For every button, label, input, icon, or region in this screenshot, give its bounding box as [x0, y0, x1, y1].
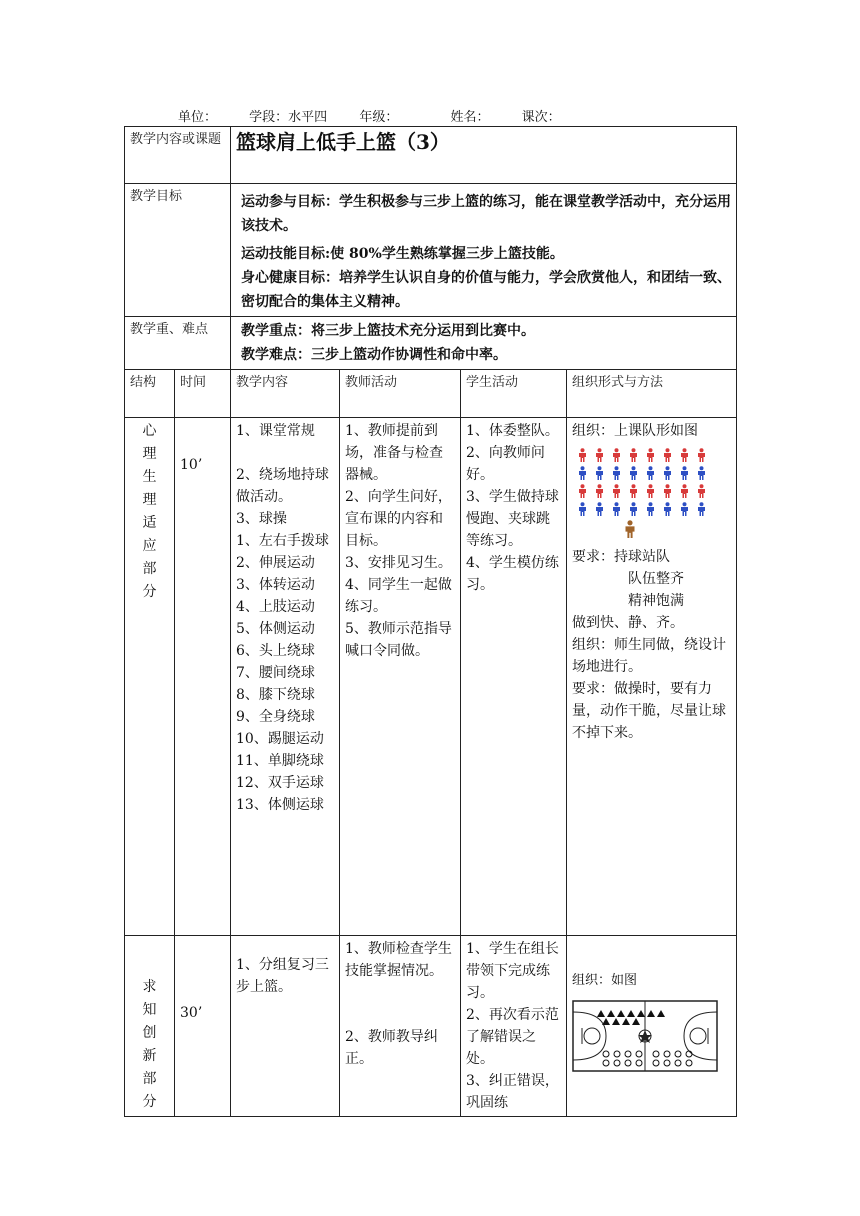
- structure-char: 部: [142, 1071, 157, 1087]
- key-point: 教学重点：将三步上篮技术充分运用到比赛中。: [241, 323, 536, 339]
- goals-cell: [231, 184, 737, 317]
- content-item: 2、伸展运动: [236, 555, 315, 571]
- org-title: 组织：如图: [572, 973, 638, 988]
- student-figure-icon: [574, 466, 591, 480]
- student-figure-icon: [659, 502, 676, 516]
- req-item: 队伍整齐: [628, 571, 685, 587]
- student-figure-icon: [642, 484, 659, 498]
- student-figure-icon: [591, 502, 608, 516]
- section2-student: [461, 936, 567, 1117]
- student-figure-icon: [642, 502, 659, 516]
- student-activity: 1、学生在组长带领下完成练习。: [466, 941, 559, 1001]
- student-figure-icon: [676, 448, 693, 462]
- teacher-figure-icon: [624, 520, 636, 538]
- player-circle-icon: [664, 1060, 670, 1066]
- org-note: 做到快、静、齐。: [572, 615, 685, 631]
- student-figure-icon: [625, 448, 642, 462]
- student-figure-icon: [693, 448, 710, 462]
- content-item: 7、腰间绕球: [236, 665, 315, 681]
- content-item: 8、膝下绕球: [236, 687, 315, 703]
- document-header: [178, 106, 589, 125]
- grade-label: 年级：: [359, 110, 399, 125]
- lesson-plan-table: [124, 126, 737, 1117]
- content-item: 1、左右手拨球: [236, 533, 329, 549]
- student-figure-icon: [693, 466, 710, 480]
- section2-time: [175, 936, 231, 1117]
- player-circle-icon: [603, 1060, 609, 1066]
- student-activity: 3、纠正错误，巩固练: [466, 1073, 559, 1111]
- student-activity: 2、向教师问好。: [466, 445, 545, 483]
- student-figure-icon: [625, 466, 642, 480]
- student-figure-icon: [659, 448, 676, 462]
- content-item: 9、全身绕球: [236, 709, 315, 725]
- student-figure-icon: [659, 466, 676, 480]
- content-item: 3、球操: [236, 511, 287, 527]
- student-figure-icon: [608, 502, 625, 516]
- player-circle-icon: [625, 1051, 631, 1057]
- player-circle-icon: [675, 1060, 681, 1066]
- student-figure-icon: [625, 484, 642, 498]
- teacher-activity: 1、教师提前到场，准备与检查器械。: [345, 423, 444, 483]
- student-figure-icon: [642, 448, 659, 462]
- teacher-activity: 3、安排见习生。: [345, 555, 452, 571]
- content-item: 1、分组复习三步上篮。: [236, 957, 329, 995]
- player-triangle-icon: [647, 1010, 655, 1017]
- student-figure-icon: [676, 484, 693, 498]
- lesson-title: 篮球肩上低手上篮（3）: [231, 127, 737, 184]
- section2-structure: [125, 936, 175, 1117]
- section1-content: [231, 418, 340, 936]
- content-item: 11、单脚绕球: [236, 753, 324, 769]
- student-figure-icon: [574, 484, 591, 498]
- lesson-label: 课次：: [521, 110, 561, 125]
- player-circle-icon: [603, 1051, 609, 1057]
- goal-health: 身心健康目标：培养学生认识自身的价值与能力，学会欣赏他人，和团结一致、密切配合的集体主义精神。: [241, 270, 732, 310]
- player-circle-icon: [653, 1060, 659, 1066]
- content-item: 6、头上绕球: [236, 643, 315, 659]
- student-figure-icon: [574, 502, 591, 516]
- content-item: 1、课堂常规: [236, 423, 315, 439]
- section1-student: [461, 418, 567, 936]
- student-activity: 1、体委整队。: [466, 423, 559, 439]
- content-item: 3、体转运动: [236, 577, 315, 593]
- req-item: 持球站队: [614, 549, 671, 565]
- structure-char: 部: [142, 561, 157, 577]
- req-item: 精神饱满: [628, 593, 685, 609]
- content-item: 2、绕场地持球做活动。: [236, 467, 329, 505]
- org-title: 组织：上课队形如图: [572, 423, 699, 439]
- structure-char: 理: [142, 446, 157, 462]
- player-triangle-icon: [637, 1010, 645, 1017]
- teacher-activity: 4、同学生一起做练习。: [345, 577, 452, 615]
- student-figure-icon: [608, 484, 625, 498]
- student-figure-icon: [676, 466, 693, 480]
- player-triangle-icon: [607, 1010, 615, 1017]
- student-figure-icon: [676, 502, 693, 516]
- key-points-cell: [231, 317, 737, 370]
- player-circle-icon: [664, 1051, 670, 1057]
- section1-organization: [567, 418, 737, 936]
- structure-char: 分: [142, 1094, 157, 1110]
- section1-teacher: [340, 418, 461, 936]
- player-circle-icon: [686, 1051, 692, 1057]
- player-triangle-icon: [597, 1010, 605, 1017]
- class-formation: [574, 448, 731, 516]
- section2-content: [231, 936, 340, 1117]
- content-item: 4、上肢运动: [236, 599, 315, 615]
- student-figure-icon: [574, 448, 591, 462]
- structure-char: 分: [142, 584, 157, 600]
- student-activity: 4、学生模仿练习。: [466, 555, 559, 593]
- student-figure-icon: [591, 466, 608, 480]
- player-circle-icon: [675, 1051, 681, 1057]
- teacher-activity: 2、教师教导纠正。: [345, 1029, 438, 1067]
- student-figure-icon: [659, 484, 676, 498]
- student-activity: 2、再次看示范了解错误之处。: [466, 1007, 559, 1067]
- unit-label: 单位：: [178, 110, 218, 125]
- student-figure-icon: [625, 502, 642, 516]
- time-value: 30’: [180, 1005, 203, 1021]
- key-points-label: 教学重、难点: [125, 317, 231, 370]
- player-circle-icon: [625, 1060, 631, 1066]
- player-triangle-icon: [632, 1018, 640, 1025]
- content-item: 10、踢腿运动: [236, 731, 324, 747]
- goal-participation: 运动参与目标：学生积极参与三步上篮的练习，能在课堂教学活动中，充分运用该技术。: [241, 194, 732, 234]
- section2-organization: [567, 936, 737, 1117]
- org-note: 要求：做操时，要有力量，动作干脆，尽量让球不掉下来。: [572, 681, 727, 741]
- structure-char: 理: [142, 492, 157, 508]
- student-figure-icon: [591, 448, 608, 462]
- col-header-content: 教学内容: [231, 370, 340, 418]
- player-circle-icon: [636, 1051, 642, 1057]
- requirements: [572, 546, 731, 612]
- structure-char: 求: [142, 979, 157, 995]
- student-figure-icon: [693, 484, 710, 498]
- player-triangle-icon: [627, 1010, 635, 1017]
- goal-skill: 运动技能目标:使 80%学生熟练掌握三步上篮技能。: [241, 246, 564, 262]
- structure-char: 应: [142, 538, 157, 554]
- content-item: [236, 442, 334, 464]
- col-header-teacher: 教师活动: [340, 370, 461, 418]
- section2-teacher: [340, 936, 461, 1117]
- player-triangle-icon: [617, 1010, 625, 1017]
- content-item: 12、双手运球: [236, 775, 324, 791]
- structure-char: 知: [142, 1002, 157, 1018]
- col-header-organization: 组织形式与方法: [567, 370, 737, 418]
- content-item: 13、体侧运球: [236, 797, 324, 813]
- name-label: 姓名：: [450, 110, 490, 125]
- player-triangle-icon: [612, 1018, 620, 1025]
- player-circle-icon: [686, 1060, 692, 1066]
- time-value: 10’: [180, 457, 203, 473]
- col-header-structure: 结构: [125, 370, 175, 418]
- structure-char: 适: [142, 515, 157, 531]
- goals-label: 教学目标: [125, 184, 231, 317]
- teacher-activity: 5、教师示范指导喊口令同做。: [345, 621, 452, 659]
- player-triangle-icon: [622, 1018, 630, 1025]
- org-note: 组织：师生同做，绕设计场地进行。: [572, 637, 727, 675]
- court-diagram: [572, 1000, 731, 1079]
- teacher-activity: 2、向学生问好，宣布课的内容和目标。: [345, 489, 452, 549]
- col-header-time: 时间: [175, 370, 231, 418]
- student-figure-icon: [608, 466, 625, 480]
- stage-label: 学段：水平四: [249, 110, 328, 125]
- structure-char: 生: [142, 469, 157, 485]
- student-activity: 3、学生做持球慢跑、夹球跳等练习。: [466, 489, 559, 549]
- player-circle-icon: [636, 1060, 642, 1066]
- player-triangle-icon: [602, 1018, 610, 1025]
- teacher-activity: 1、教师检查学生技能掌握情况。: [345, 941, 452, 979]
- section1-time: [175, 418, 231, 936]
- player-circle-icon: [653, 1051, 659, 1057]
- topic-label: 教学内容或课题: [125, 127, 231, 184]
- player-circle-icon: [614, 1051, 620, 1057]
- requirements-label: 要求：: [572, 549, 615, 565]
- student-figure-icon: [591, 484, 608, 498]
- difficult-point: 教学难点：三步上篮动作协调性和命中率。: [241, 347, 508, 363]
- student-figure-icon: [642, 466, 659, 480]
- section1-structure: [125, 418, 175, 936]
- student-figure-icon: [608, 448, 625, 462]
- col-header-student: 学生活动: [461, 370, 567, 418]
- student-figure-icon: [693, 502, 710, 516]
- content-item: 5、体侧运动: [236, 621, 315, 637]
- structure-char: 新: [142, 1048, 157, 1064]
- player-circle-icon: [614, 1060, 620, 1066]
- player-triangle-icon: [657, 1010, 665, 1017]
- structure-char: 创: [142, 1025, 157, 1041]
- structure-char: 心: [142, 423, 157, 439]
